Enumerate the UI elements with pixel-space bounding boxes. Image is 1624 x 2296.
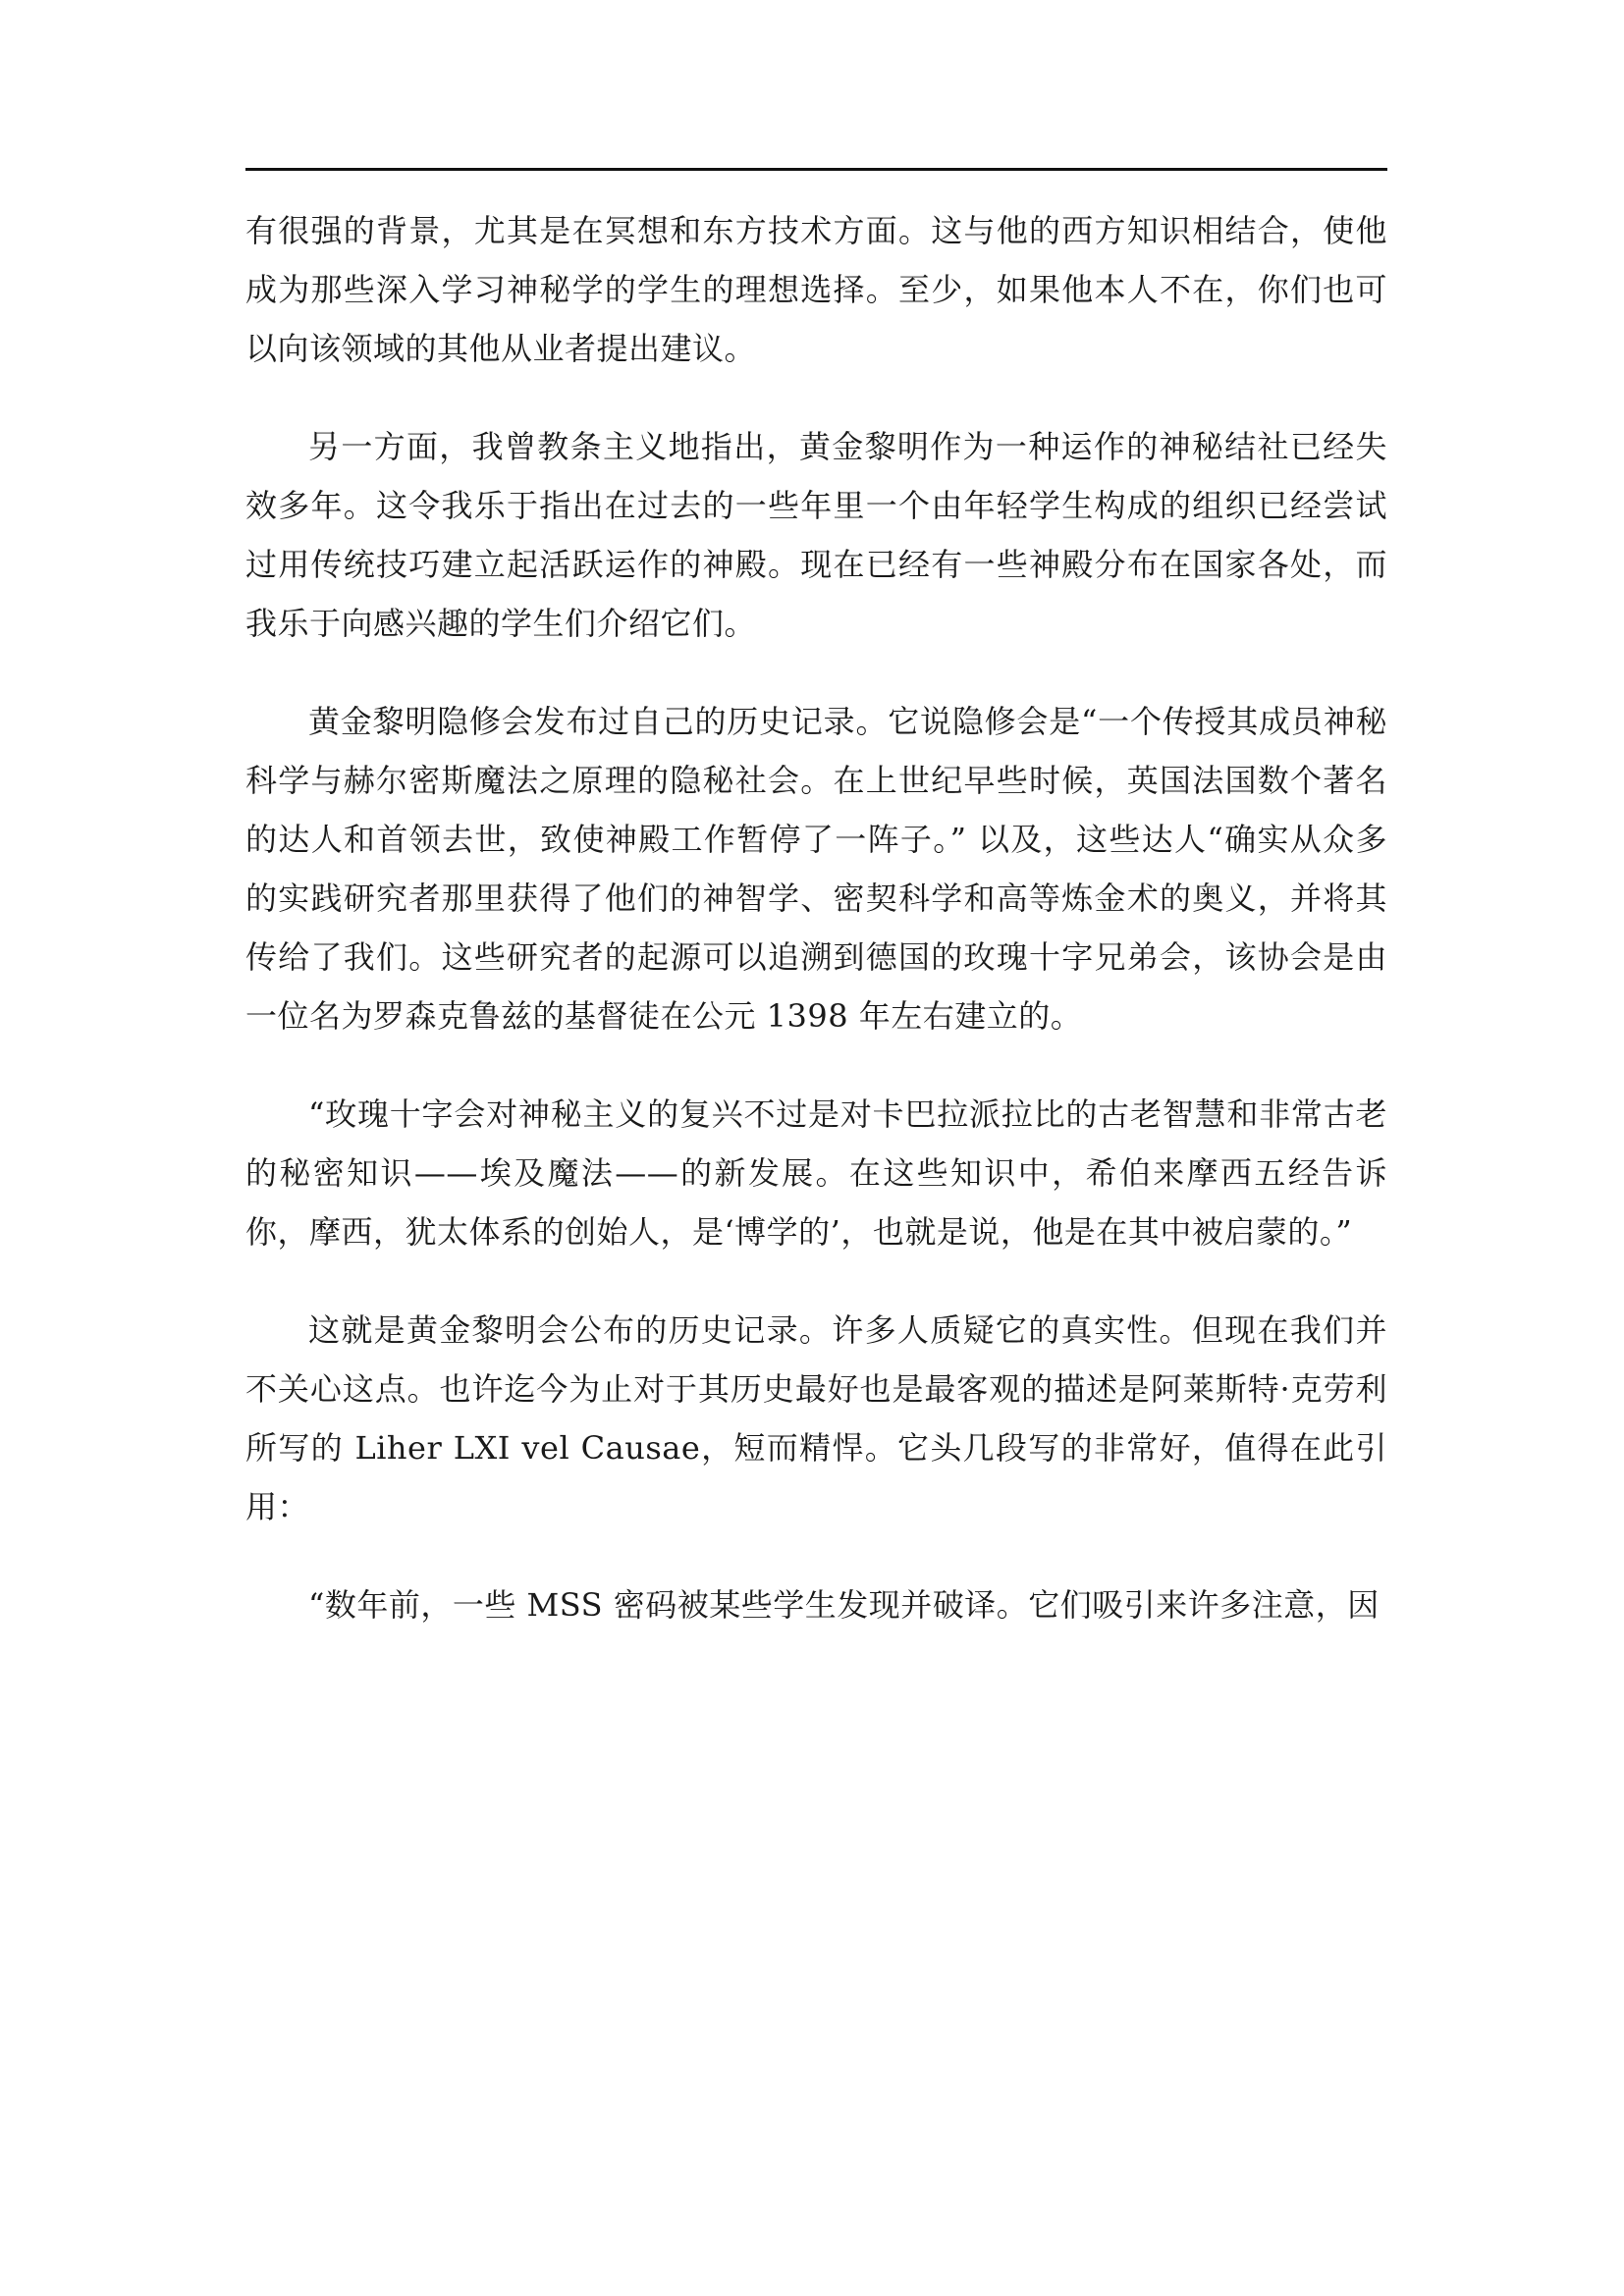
header-rule xyxy=(245,168,1387,171)
paragraph-continuation: 有很强的背景，尤其是在冥想和东方技术方面。这与他的西方知识相结合，使他成为那些深入学习神秘学的学生的理想选择。至少，如果他本人不在，你们也可以向该领域的其他从业者提出建议。 xyxy=(245,212,1387,367)
paragraph-quote: “数年前，一些 MSS 密码被某些学生发现并破译。它们吸引来许多注意，因 xyxy=(308,1586,1380,1624)
body-text xyxy=(245,201,1387,1674)
paragraph: 这就是黄金黎明会公布的历史记录。许多人质疑它的真实性。但现在我们并不关心这点。也许迄今为止对于其历史最好也是最客观的描述是阿莱斯特·克劳利所写的 Liher LXI vel Causae，短而精悍。它头几段写的非常好，值得在此引用： xyxy=(245,1311,1387,1525)
paragraph: 另一方面，我曾教条主义地指出，黄金黎明作为一种运作的神秘结社已经失效多年。这令我乐于指出在过去的一些年里一个由年轻学生构成的组织已经尝试过用传统技巧建立起活跃运作的神殿。现在已经有一些神殿分布在国家各处，而我乐于向感兴趣的学生们介绍它们。 xyxy=(245,428,1387,642)
paragraph: 黄金黎明隐修会发布过自己的历史记录。它说隐修会是“一个传授其成员神秘科学与赫尔密斯魔法之原理的隐秘社会。在上世纪早些时候，英国法国数个著名的达人和首领去世，致使神殿工作暂停了一阵子。” 以及，这些达人“确实从众多的实践研究者那里获得了他们的神智学、密契科学和高等炼金术的奥义，并将其传给了我们。这些研究者的起源可以追溯到德国的玫瑰十字兄弟会，该协会是由一位名为罗森克鲁兹的基督徒在公元 1398 年左右建立的。 xyxy=(245,703,1387,1035)
paragraph-quote: “玫瑰十字会对神秘主义的复兴不过是对卡巴拉派拉比的古老智慧和非常古老的秘密知识——埃及魔法——的新发展。在这些知识中，希伯来摩西五经告诉你，摩西，犹太体系的创始人，是‘博学的’，也就是说，他是在其中被启蒙的。” xyxy=(245,1095,1387,1251)
